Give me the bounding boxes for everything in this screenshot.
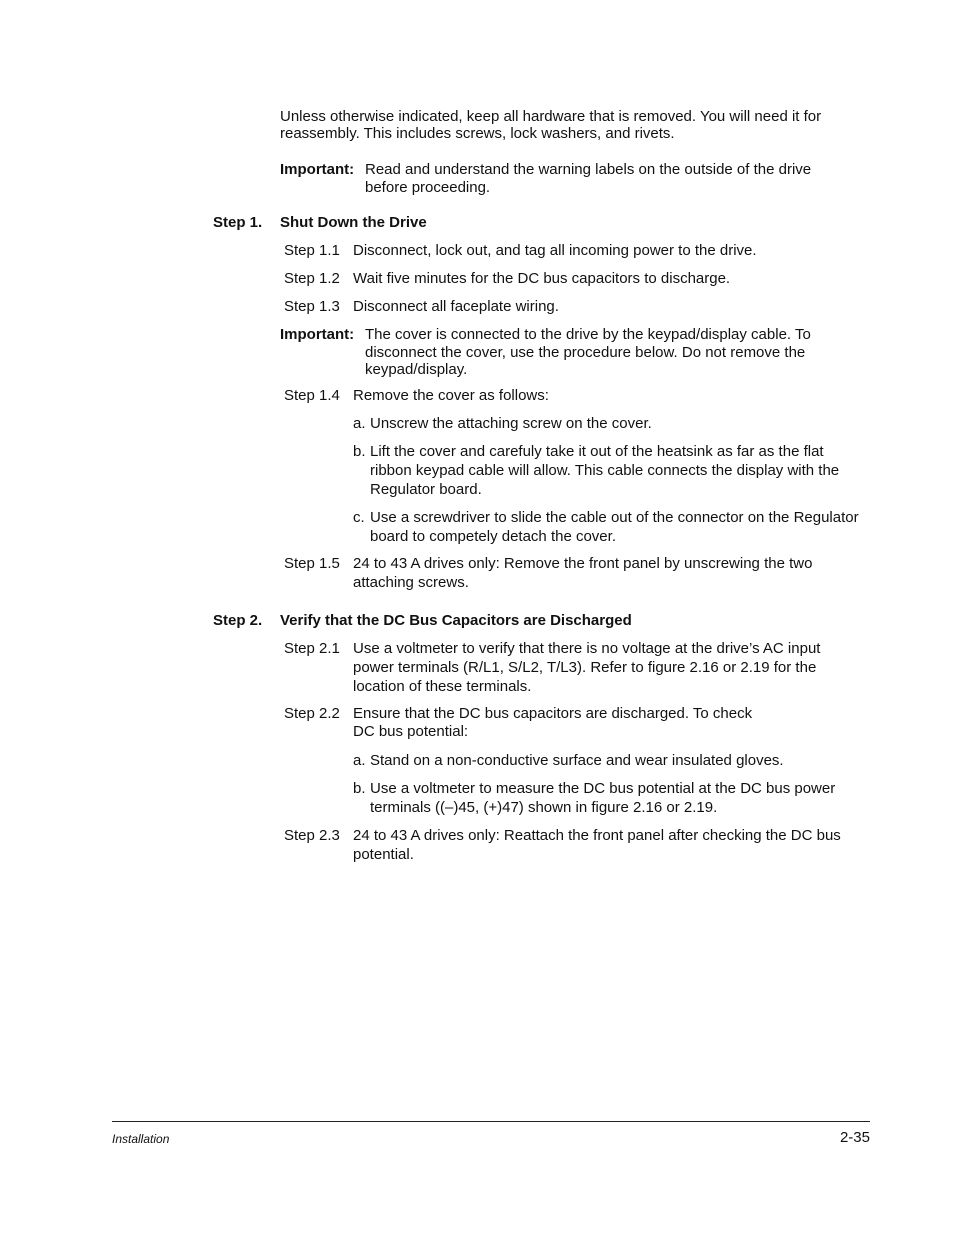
- substep-number: Step 1.4: [284, 387, 340, 404]
- footer-divider: [112, 1121, 870, 1122]
- substep-number: Step 1.2: [284, 270, 340, 287]
- substep-text-line: Ensure that the DC bus capacitors are discharged. To check: [353, 705, 753, 722]
- item-letter: a.: [353, 752, 366, 769]
- item-text: Use a voltmeter to measure the DC bus potential at the DC bus power terminals ((–)45, (+)47) shown in figure 2.16 or 2.19.: [370, 780, 836, 816]
- substep-text: 24 to 43 A drives only: Remove the front panel by unscrewing the two attaching screws.: [353, 555, 813, 591]
- substep-number: Step 2.1: [284, 640, 340, 657]
- page-number: 2-35: [839, 1129, 870, 1146]
- substep-text: Wait five minutes for the DC bus capacitors to discharge.: [353, 270, 731, 287]
- step-number: Step 2.: [213, 612, 263, 629]
- substep-text: Disconnect all faceplate wiring.: [353, 298, 559, 315]
- item-text: Stand on a non-conductive surface and wear insulated gloves.: [370, 752, 784, 769]
- footer-section-name: Installation: [112, 1132, 170, 1146]
- step-number: Step 1.: [213, 214, 263, 231]
- substep-number: Step 2.3: [284, 827, 340, 844]
- item-letter: b.: [353, 443, 366, 460]
- substep-number: Step 1.3: [284, 298, 340, 315]
- substep-text-line: DC bus potential:: [353, 723, 469, 740]
- item-letter: b.: [353, 780, 366, 797]
- step-title: Shut Down the Drive: [280, 214, 427, 231]
- important-label: Important:: [280, 161, 355, 178]
- substep-number: Step 2.2: [284, 705, 340, 722]
- substep-text: Use a voltmeter to verify that there is no voltage at the drive’s AC input power terminals (R/L1, S/L2, T/L3). Refer to figure 2.16 or 2.19 for the location of these terminals.: [353, 640, 821, 695]
- substep-text: Remove the cover as follows:: [353, 387, 549, 404]
- important-label: Important:: [280, 326, 355, 343]
- substep-number: Step 1.5: [284, 555, 340, 572]
- item-text: Lift the cover and carefuly take it out of the heatsink as far as the flat ribbon keypad cable will allow. This cable connects the display with the Regulator board.: [370, 443, 840, 498]
- item-letter: c.: [353, 509, 365, 526]
- item-text: Unscrew the attaching screw on the cover.: [370, 415, 652, 432]
- item-letter: a.: [353, 415, 366, 432]
- item-text: Use a screwdriver to slide the cable out of the connector on the Regulator board to competely detach the cover.: [370, 509, 859, 545]
- substep-text: 24 to 43 A drives only: Reattach the front panel after checking the DC bus potential.: [353, 827, 841, 863]
- substep-text: [353, 704, 863, 741]
- important-text: Read and understand the warning labels on the outside of the drive before proceeding.: [365, 161, 812, 196]
- important-text: The cover is connected to the drive by the keypad/display cable. To disconnect the cover, use the procedure below. Do not remove the keypad/display.: [365, 326, 811, 378]
- step-title: Verify that the DC Bus Capacitors are Discharged: [280, 612, 632, 629]
- substep-number: Step 1.1: [284, 242, 340, 259]
- substep-text: Disconnect, lock out, and tag all incoming power to the drive.: [353, 242, 757, 259]
- intro-paragraph: Unless otherwise indicated, keep all hardware that is removed. You will need it for reassembly. This includes screws, lock washers, and rivets.: [280, 108, 822, 142]
